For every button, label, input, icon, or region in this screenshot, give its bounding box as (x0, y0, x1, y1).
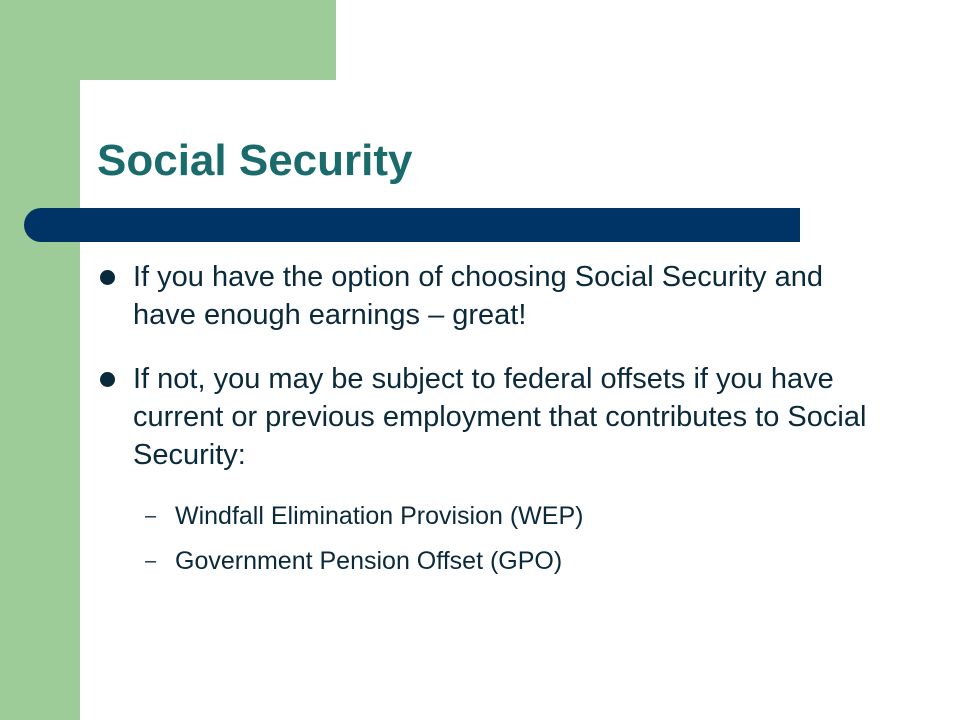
bullet-item: If you have the option of choosing Social Security and have enough earnings – great! (133, 261, 823, 331)
bullet-icon (100, 270, 115, 285)
sub-bullet-item: Government Pension Offset (GPO) (175, 547, 563, 575)
bullet-item: If not, you may be subject to federal offsets if you have current or previous employment that contributes to Social Security: (133, 363, 867, 471)
dash-icon: – (145, 505, 157, 527)
bullet-icon (100, 372, 115, 387)
slide-title: Social Security (97, 136, 413, 185)
sub-bullet-item: Windfall Elimination Provision (WEP) (175, 502, 584, 530)
dash-icon: – (145, 550, 157, 572)
